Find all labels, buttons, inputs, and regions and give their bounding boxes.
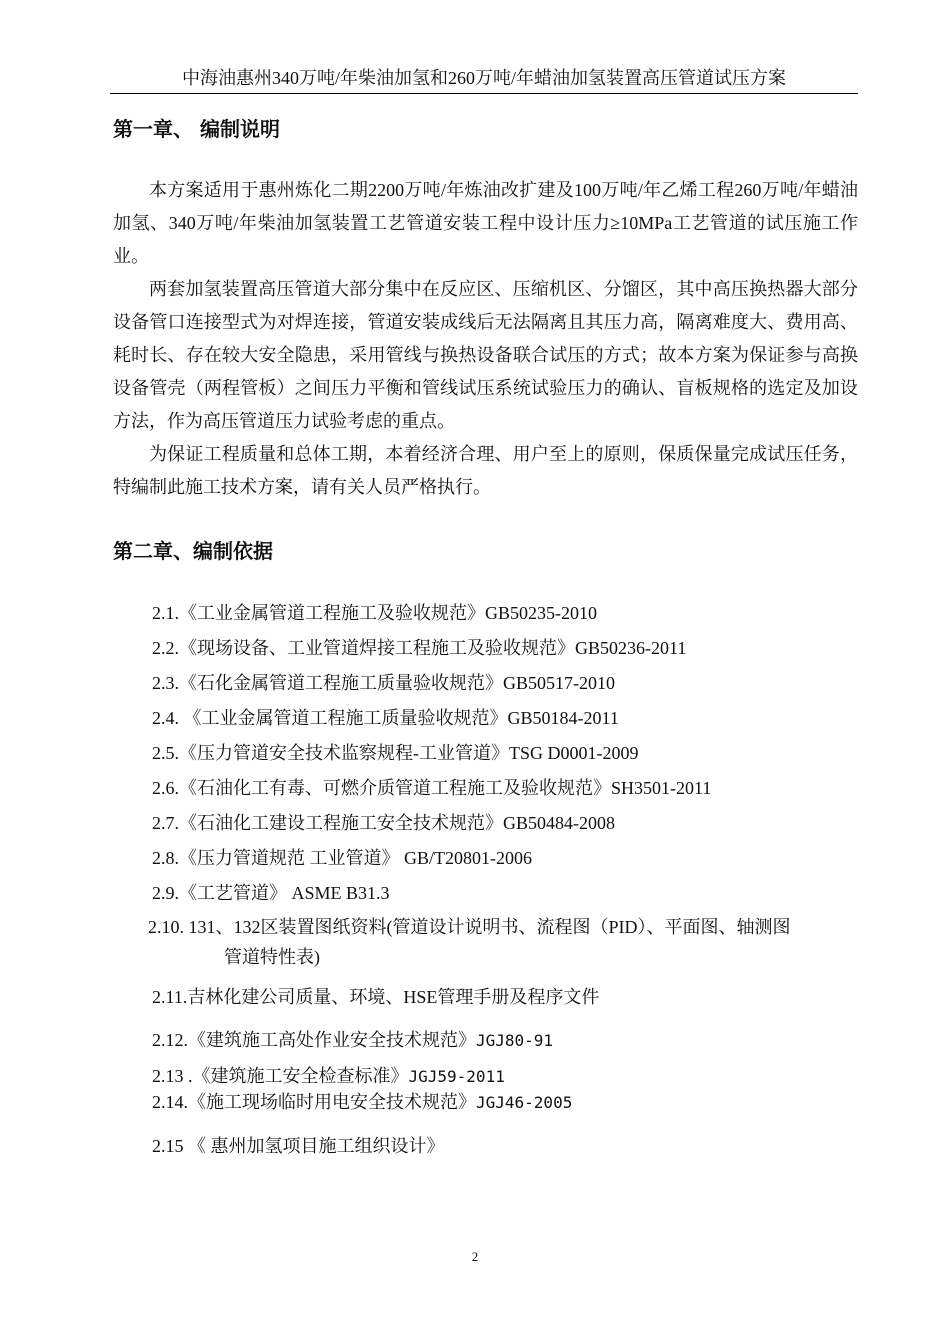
reference-item: 2.2.《现场设备、工业管道焊接工程施工及验收规范》GB50236-2011 (152, 638, 687, 658)
reference-code: JGJ80-91 (476, 1031, 554, 1050)
reference-item: 2.11.吉林化建公司质量、环境、HSE管理手册及程序文件 (152, 987, 600, 1007)
reference-item: 2.4. 《工业金属管道工程施工质量验收规范》GB50184-2011 (152, 708, 619, 728)
reference-item-13 (152, 1063, 505, 1090)
reference-title: 2.13 .《建筑施工安全检查标准》 (152, 1066, 409, 1086)
running-header: 中海油惠州340万吨/年柴油加氢和260万吨/年蜡油加氢装置高压管道试压方案 (182, 68, 786, 88)
reference-item: 2.3.《石化金属管道工程施工质量验收规范》GB50517-2010 (152, 673, 615, 693)
reference-item-10-line-2: 管道特性表) (224, 947, 320, 967)
chapter1-title: 第一章、 编制说明 (113, 117, 280, 141)
chapter2-title: 第二章、编制依据 (113, 539, 273, 563)
reference-code: JGJ46-2005 (476, 1093, 573, 1112)
header-rule (110, 93, 858, 94)
reference-item: 2.9.《工艺管道》 ASME B31.3 (152, 883, 390, 903)
chapter1-paragraph-1: 本方案适用于惠州炼化二期2200万吨/年炼油改扩建及100万吨/年乙烯工程260万吨/年蜡油加氢、340万吨/年柴油加氢装置工艺管道安装工程中设计压力≥10MPa工艺管道的试压施工作业。 (113, 180, 858, 266)
chapter1-paragraph-2: 两套加氢装置高压管道大部分集中在反应区、压缩机区、分馏区，其中高压换热器大部分设备管口连接型式为对焊连接，管道安装成线后无法隔离且其压力高，隔离难度大、费用高、耗时长、存在较大安全隐患，采用管线与换热设备联合试压的方式；故本方案为保证参与高换设备管壳（两程管板）之间压力平衡和管线试压系统试验压力的确认、盲板规格的选定及加设方法，作为高压管道压力试验考虑的重点。 (113, 279, 858, 431)
reference-item: 2.1.《工业金属管道工程施工及验收规范》GB50235-2010 (152, 603, 597, 623)
chapter1-paragraph-3: 为保证工程质量和总体工期，本着经济合理、用户至上的原则，保质保量完成试压任务，特编制此施工技术方案，请有关人员严格执行。 (113, 444, 858, 497)
reference-item-12 (152, 1027, 553, 1054)
chapter1-body (113, 174, 858, 504)
reference-item: 2.8.《压力管道规范 工业管道》 GB/T20801-2006 (152, 848, 532, 868)
page-number: 2 (471, 1249, 479, 1264)
reference-item: 2.6.《石油化工有毒、可燃介质管道工程施工及验收规范》SH3501-2011 (152, 778, 712, 798)
reference-title: 2.14.《施工现场临时用电安全技术规范》 (152, 1092, 476, 1112)
reference-item-14 (152, 1089, 572, 1116)
reference-item: 2.15 《 惠州加氢项目施工组织设计》 (152, 1136, 445, 1156)
reference-item: 2.5.《压力管道安全技术监察规程-工业管道》TSG D0001-2009 (152, 743, 639, 763)
reference-code: JGJ59-2011 (408, 1067, 505, 1086)
reference-item-10-line-1: 2.10. 131、132区装置图纸资料(管道设计说明书、流程图（PID）、平面图、轴测图 (148, 917, 791, 937)
reference-item-10 (148, 912, 860, 972)
reference-item: 2.7.《石油化工建设工程施工安全技术规范》GB50484-2008 (152, 813, 615, 833)
reference-title: 2.12.《建筑施工高处作业安全技术规范》 (152, 1030, 476, 1050)
